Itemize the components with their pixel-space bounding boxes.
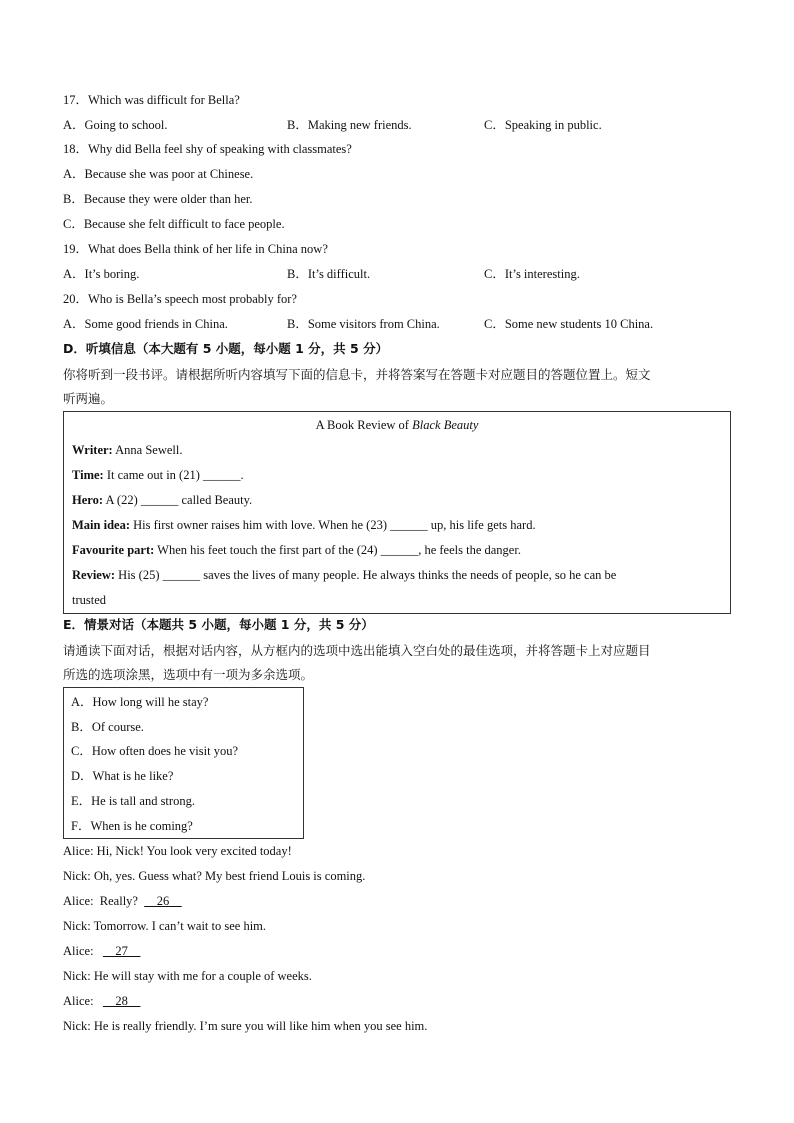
q17-option-a: A．Going to school. — [63, 118, 168, 132]
question-17: 17．Which was difficult for Bella? — [63, 93, 240, 107]
q20-option-b: B．Some visitors from China. — [287, 317, 440, 331]
info-value: It came out in (21) ______. — [103, 468, 244, 482]
info-value: A (22) ______ called Beauty. — [103, 493, 253, 507]
section-d-title: D．听填信息（本大题有 5 小题，每小题 1 分，共 5 分） — [63, 341, 389, 356]
dialogue-text: Alice: Really? — [63, 894, 145, 908]
info-label: Time: — [72, 468, 104, 482]
dialogue-line: Nick: He is really friendly. I’m sure you will like him when you see him. — [63, 1019, 428, 1033]
info-label: Writer: — [72, 443, 113, 457]
q17-option-b: B．Making new friends. — [287, 118, 412, 132]
dialogue-line: Nick: Tomorrow. I can’t wait to see him. — [63, 919, 267, 933]
info-label: Hero: — [72, 493, 104, 507]
answer-blank-26: 26 — [144, 894, 182, 908]
info-row-main-idea — [72, 517, 536, 533]
info-label: Main idea: — [72, 518, 130, 532]
info-value: His first owner raises him with love. When he (23) ______ up, his life gets hard. — [129, 518, 536, 532]
info-row-review — [72, 567, 616, 583]
q19-option-c: C．It’s interesting. — [484, 267, 580, 281]
q17-option-c: C．Speaking in public. — [484, 118, 602, 132]
info-row-review-cont: trusted — [72, 593, 107, 607]
question-18: 18．Why did Bella feel shy of speaking with classmates? — [63, 142, 352, 156]
dialogue-line-26 — [63, 893, 182, 909]
options-box — [63, 687, 304, 839]
info-row-time — [72, 467, 244, 483]
info-card-title-book: Black Beauty — [412, 418, 479, 432]
info-value: When his feet touch the first part of the (24) ______, he feels the danger. — [154, 543, 521, 557]
section-d-instructions-1: 你将听到一段书评。请根据所听内容填写下面的信息卡，并将答案写在答题卡对应题目的答题位置上。短文 — [63, 367, 651, 382]
info-value: His (25) ______ saves the lives of many people. He always thinks the needs of people, so he can be — [115, 568, 617, 582]
info-label: Review: — [72, 568, 116, 582]
info-row-hero — [72, 492, 252, 508]
q20-option-c: C．Some new students 10 China. — [484, 317, 654, 331]
q18-option-a: A．Because she was poor at Chinese. — [63, 167, 254, 181]
dialogue-line: Nick: He will stay with me for a couple of weeks. — [63, 969, 312, 983]
q18-option-b: B．Because they were older than her. — [63, 192, 253, 206]
answer-blank-28: 28 — [102, 994, 141, 1008]
section-e-instructions-2: 所选的选项涂黑，选项中有一项为多余选项。 — [63, 667, 314, 682]
option-b: B．Of course. — [71, 720, 144, 734]
option-e: E．He is tall and strong. — [71, 794, 195, 808]
dialogue-text: Alice: — [63, 944, 103, 958]
section-d-instructions-2: 听两遍。 — [63, 391, 114, 406]
option-f: F．When is he coming? — [71, 819, 193, 833]
dialogue-line: Alice: Hi, Nick! You look very excited today! — [63, 844, 292, 858]
section-e-title: E．情景对话（本题共 5 小题，每小题 1 分，共 5 分） — [63, 617, 374, 632]
q20-option-a: A．Some good friends in China. — [63, 317, 228, 331]
section-e-instructions-1: 请通读下面对话，根据对话内容，从方框内的选项中选出能填入空白处的最佳选项，并将答题卡上对应题目 — [63, 643, 651, 658]
q19-option-a: A．It’s boring. — [63, 267, 140, 281]
info-label: Favourite part: — [72, 543, 155, 557]
info-card-title-prefix: A Book Review of — [315, 418, 413, 432]
dialogue-text: Alice: — [63, 994, 103, 1008]
q18-option-c: C．Because she felt difficult to face people. — [63, 217, 285, 231]
question-20: 20．Who is Bella’s speech most probably for? — [63, 292, 297, 306]
answer-blank-27: 27 — [102, 944, 141, 958]
option-d: D．What is he like? — [71, 769, 174, 783]
option-c: C．How often does he visit you? — [71, 744, 238, 758]
option-a: A．How long will he stay? — [71, 695, 209, 709]
dialogue-line: Nick: Oh, yes. Guess what? My best friend Louis is coming. — [63, 869, 366, 883]
dialogue-line-28 — [63, 993, 140, 1009]
info-row-writer — [72, 442, 183, 458]
info-card-title — [64, 417, 730, 433]
dialogue-line-27 — [63, 943, 140, 959]
question-19: 19．What does Bella think of her life in China now? — [63, 242, 328, 256]
info-card — [63, 411, 731, 614]
info-value: Anna Sewell. — [112, 443, 183, 457]
info-row-favourite-part — [72, 542, 521, 558]
q19-option-b: B．It’s difficult. — [287, 267, 371, 281]
